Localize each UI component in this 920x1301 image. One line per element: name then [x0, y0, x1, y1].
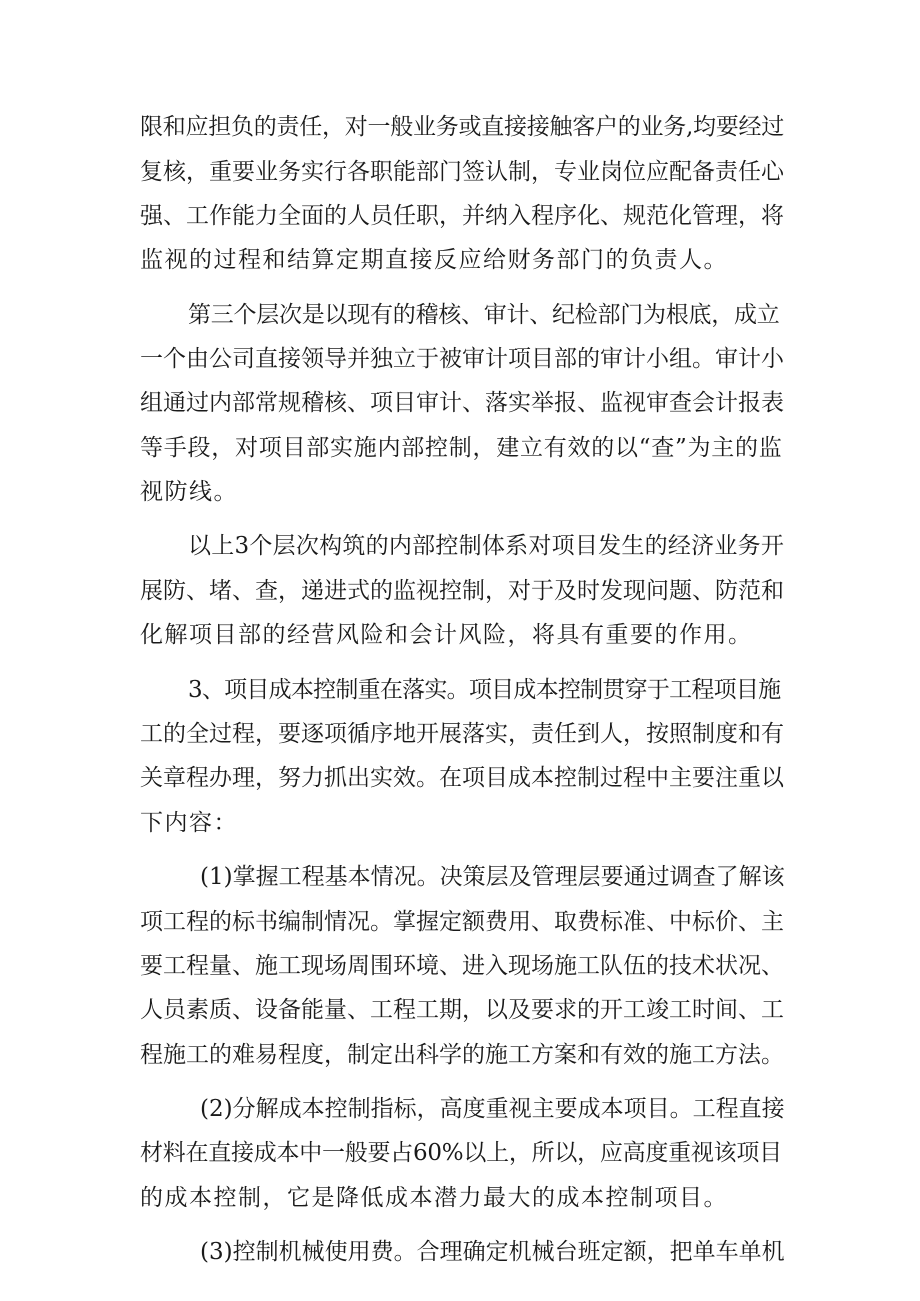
- text-line: 3、项目成本控制重在落实。项目成本控制贯穿于工程项目施: [188, 677, 781, 703]
- text-line: (3)控制机械使用费。合理确定机械台班定额，把单车单机: [200, 1239, 785, 1265]
- text-line: 下内容：: [140, 810, 238, 836]
- text-line: 程施工的难易程度，制定出科学的施工方案和有效的施工方法。: [140, 1042, 784, 1068]
- text-line: 工的全过程，要逐项循序地开展落实，责任到人，按照制度和有: [140, 721, 784, 747]
- text-line: 强、工作能力全面的人员任职，并纳入程序化、规范化管理，将: [140, 203, 784, 229]
- text-line: 要工程量、施工现场周围环境、进入现场施工队伍的技术状况、: [140, 953, 784, 979]
- text-line: 人员素质、设备能量、工程工期，以及要求的开工竣工时间、工: [140, 997, 784, 1023]
- text-line: (1)掌握工程基本情况。决策层及管理层要通过调查了解该: [200, 864, 785, 890]
- text-line: (2)分解成本控制指标，高度重视主要成本项目。工程直接: [200, 1096, 785, 1122]
- text-line: 复核，重要业务实行各职能部门签认制，专业岗位应配备责任心: [140, 159, 784, 185]
- text-line: 监视的过程和结算定期直接反应给财务部门的负责人。: [140, 247, 728, 273]
- text-line: 化解项目部的经营风险和会计风险，将具有重要的作用。: [140, 622, 753, 648]
- text-line: 展防、堵、查，递进式的监视控制，对于及时发现问题、防范和: [140, 578, 784, 604]
- text-line: 第三个层次是以现有的稽核、审计、纪检部门为根底，成立: [188, 302, 780, 328]
- text-line: 项工程的标书编制情况。掌握定额费用、取费标准、中标价、主: [140, 909, 784, 935]
- text-line: 关章程办理，努力抓出实效。在项目成本控制过程中主要注重以: [140, 765, 784, 791]
- text-line: 视防线。: [140, 479, 238, 505]
- text-line: 以上3个层次构筑的内部控制体系对项目发生的经济业务开: [188, 533, 785, 559]
- text-line: 组通过内部常规稽核、项目审计、落实举报、监视审查会计报表: [140, 390, 784, 416]
- text-line: 等手段，对项目部实施内部控制，建立有效的以“查”为主的监: [140, 435, 783, 461]
- text-line: 限和应担负的责任，对一般业务或直接接触客户的业务,均要经过: [140, 114, 785, 140]
- text-line: 材料在直接成本中一般要占60%以上，所以，应高度重视该项目: [140, 1140, 782, 1166]
- text-line: 的成本控制，它是降低成本潜力最大的成本控制项目。: [140, 1185, 728, 1211]
- text-line: 一个由公司直接领导并独立于被审计项目部的审计小组。审计小: [140, 346, 784, 372]
